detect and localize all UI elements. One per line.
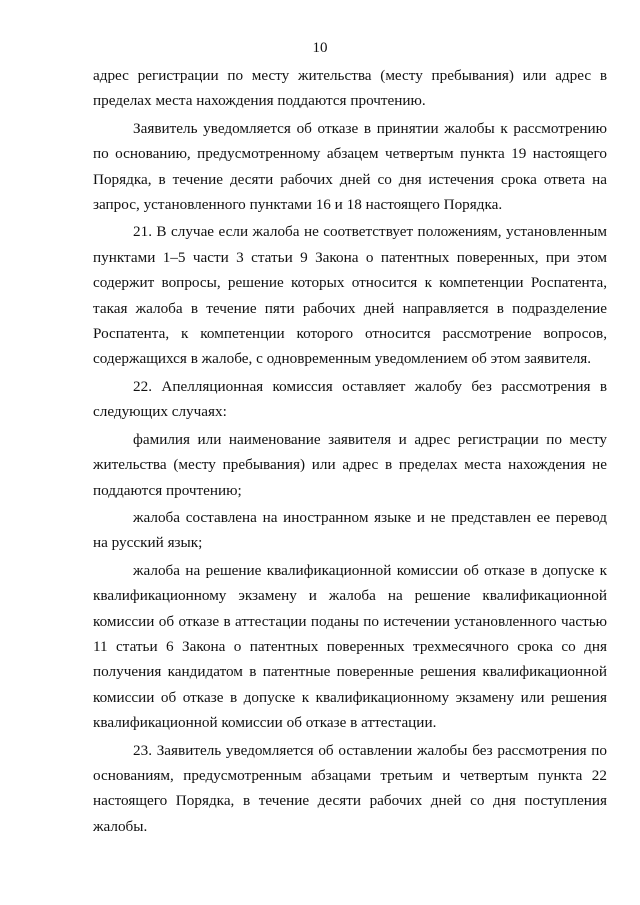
page-number: 10: [312, 40, 328, 56]
paragraph-item-22-case-unreadable: фамилия или наименование заявителя и адрес регистрации по месту жительства (месту пребывания) или адрес в пределах места нахождения не поддаются прочтению;: [93, 430, 607, 499]
paragraph-continuation: адрес регистрации по месту жительства (месту пребывания) или адрес в пределах места нахождения поддаются прочтению.: [93, 67, 607, 110]
paragraph-item-22: 22. Апелляционная комиссия оставляет жалобу без рассмотрения в следующих случаях:: [93, 377, 607, 421]
paragraph-item-23: 23. Заявитель уведомляется об оставлении жалобы без рассмотрения по основаниям, предусмотренным абзацами третьим и четвертым пункта 22 настоящего Порядка, в течение десяти рабочих дней со дня поступления жалобы.: [93, 741, 607, 835]
paragraph-notification-refusal: Заявитель уведомляется об отказе в принятии жалобы к рассмотрению по основанию, предусмотренному абзацем четвертым пункта 19 настоящего Порядка, в течение десяти рабочих дней со дня истечения срока ответа на запрос, установленного пунктами 16 и 18 настоящего Порядка.: [93, 119, 607, 214]
paragraph-item-21: 21. В случае если жалоба не соответствует положениям, установленным пунктами 1–5 части 3 статьи 9 Закона о патентных поверенных, при этом содержит вопросы, решение которых относится к компетенции Роспатента, такая жалоба в течение пяти рабочих дней направляется в подразделение Роспатента, к компетенции которого относится рассмотрение вопросов, содержащихся в жалобе, с одновременным уведомлением об этом заявителя.: [93, 223, 607, 368]
paragraph-item-22-case-deadline: жалоба на решение квалификационной комиссии об отказе в допуске к квалификационному экзамену и жалоба на решение квалификационной комиссии об отказе в аттестации поданы по истечении установленного частью 11 статьи 6 Закона о патентных поверенных трехмесячного срока со дня получения кандидатом в патентные поверенные решения квалификационной комиссии об отказе в допуске к квалификационному экзамену или решения квалификационной комиссии об отказе в аттестации.: [93, 561, 607, 732]
paragraph-item-22-case-foreign-language: жалоба составлена на иностранном языке и не представлен ее перевод на русский язык;: [93, 508, 607, 552]
document-body: [93, 63, 607, 841]
